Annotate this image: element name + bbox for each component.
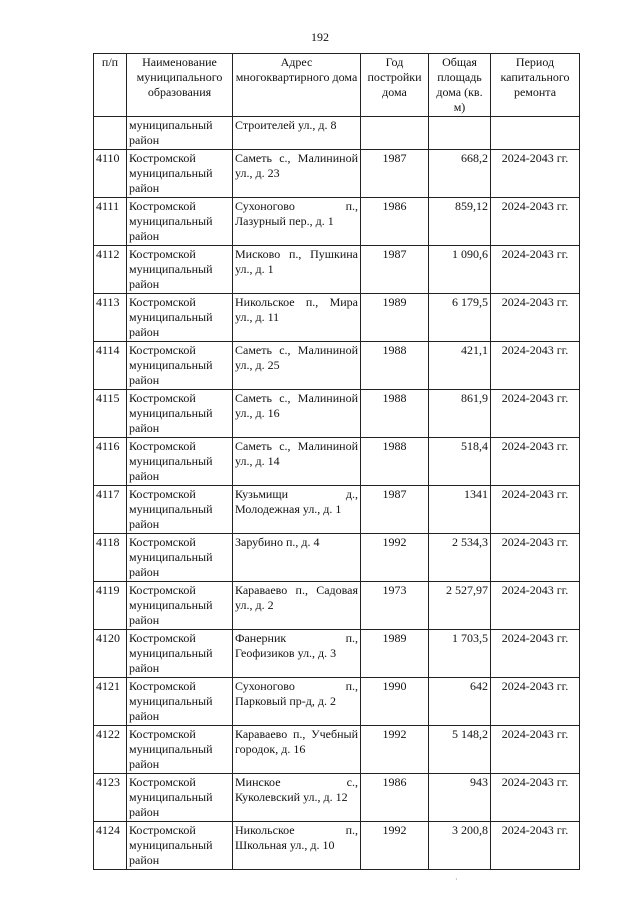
cell-year: 1990 [361, 678, 429, 726]
cell-num: 4123 [94, 774, 127, 822]
header-num: п/п [94, 54, 127, 117]
cell-num: 4122 [94, 726, 127, 774]
cell-year: 1988 [361, 390, 429, 438]
cell-num: 4117 [94, 486, 127, 534]
table-row [94, 246, 580, 294]
cell-municipality: Костромской муниципальный район [127, 294, 233, 342]
cell-period: 2024-2043 гг. [491, 774, 580, 822]
cell-num: 4114 [94, 342, 127, 390]
cell-num: 4118 [94, 534, 127, 582]
table-row [94, 582, 580, 630]
cell-area [429, 117, 491, 150]
cell-municipality: Костромской муниципальный район [127, 774, 233, 822]
cell-address: Сухоногово п., Лазурный пер., д. 1 [233, 198, 361, 246]
cell-period: 2024-2043 гг. [491, 534, 580, 582]
header-address: Адрес многоквартирного дома [233, 54, 361, 117]
table-row [94, 534, 580, 582]
cell-year: 1986 [361, 198, 429, 246]
cell-area: 6 179,5 [429, 294, 491, 342]
header-area: Общая площадь дома (кв. м) [429, 54, 491, 117]
cell-area: 421,1 [429, 342, 491, 390]
cell-area: 861,9 [429, 390, 491, 438]
cell-municipality: Костромской муниципальный район [127, 678, 233, 726]
cell-period: 2024-2043 гг. [491, 486, 580, 534]
table-row [94, 486, 580, 534]
cell-area: 642 [429, 678, 491, 726]
table-row [94, 150, 580, 198]
cell-address: Саметь с., Малининой ул., д. 14 [233, 438, 361, 486]
cell-address: Минское с., Куколевский ул., д. 12 [233, 774, 361, 822]
header-period: Период капитального ремонта [491, 54, 580, 117]
cell-municipality: Костромской муниципальный район [127, 150, 233, 198]
cell-period: 2024-2043 гг. [491, 678, 580, 726]
table-row [94, 774, 580, 822]
table-row [94, 294, 580, 342]
cell-year: 1973 [361, 582, 429, 630]
cell-period: 2024-2043 гг. [491, 150, 580, 198]
cell-num: 4116 [94, 438, 127, 486]
cell-address: Сухоногово п., Парковый пр-д, д. 2 [233, 678, 361, 726]
page-number: 192 [311, 30, 329, 44]
cell-year: 1989 [361, 630, 429, 678]
cell-num: 4120 [94, 630, 127, 678]
cell-period: 2024-2043 гг. [491, 246, 580, 294]
cell-period: 2024-2043 гг. [491, 726, 580, 774]
cell-area: 943 [429, 774, 491, 822]
cell-year: 1988 [361, 438, 429, 486]
cell-municipality: Костромской муниципальный район [127, 198, 233, 246]
cell-municipality: Костромской муниципальный район [127, 486, 233, 534]
cell-address: Саметь с., Малининой ул., д. 23 [233, 150, 361, 198]
cell-address: Никольское п., Школьная ул., д. 10 [233, 822, 361, 870]
cell-year: 1987 [361, 246, 429, 294]
cell-period: 2024-2043 гг. [491, 438, 580, 486]
cell-period: 2024-2043 гг. [491, 198, 580, 246]
page-mark: · [455, 875, 458, 884]
cell-address: Кузьмищи д., Молодежная ул., д. 1 [233, 486, 361, 534]
cell-num: 4115 [94, 390, 127, 438]
cell-year: 1988 [361, 342, 429, 390]
cell-num [94, 117, 127, 150]
housing-registry-table [93, 53, 580, 870]
cell-address: Никольское п., Мира ул., д. 11 [233, 294, 361, 342]
cell-num: 4111 [94, 198, 127, 246]
cell-municipality: Костромской муниципальный район [127, 390, 233, 438]
table-row [94, 726, 580, 774]
cell-address: Караваево п., Садовая ул., д. 2 [233, 582, 361, 630]
cell-year: 1987 [361, 486, 429, 534]
cell-num: 4121 [94, 678, 127, 726]
cell-year: 1986 [361, 774, 429, 822]
cell-num: 4113 [94, 294, 127, 342]
cell-municipality: Костромской муниципальный район [127, 534, 233, 582]
table-row [94, 390, 580, 438]
cell-num: 4124 [94, 822, 127, 870]
cell-period: 2024-2043 гг. [491, 390, 580, 438]
cell-num: 4119 [94, 582, 127, 630]
cell-year: 1992 [361, 822, 429, 870]
cell-period: 2024-2043 гг. [491, 630, 580, 678]
cell-num: 4110 [94, 150, 127, 198]
cell-municipality: Костромской муниципальный район [127, 246, 233, 294]
cell-period: 2024-2043 гг. [491, 342, 580, 390]
cell-num: 4112 [94, 246, 127, 294]
cell-area: 3 200,8 [429, 822, 491, 870]
cell-year: 1992 [361, 534, 429, 582]
cell-area: 518,4 [429, 438, 491, 486]
cell-municipality: муниципальный район [127, 117, 233, 150]
cell-area: 668,2 [429, 150, 491, 198]
cell-area: 2 534,3 [429, 534, 491, 582]
cell-municipality: Костромской муниципальный район [127, 822, 233, 870]
table-header-row [94, 54, 580, 117]
cell-address: Зарубино п., д. 4 [233, 534, 361, 582]
continued-row [94, 117, 580, 150]
cell-municipality: Костромской муниципальный район [127, 342, 233, 390]
cell-year [361, 117, 429, 150]
header-municipality: Наименование муниципального образования [127, 54, 233, 117]
table-row [94, 630, 580, 678]
header-year: Год постройки дома [361, 54, 429, 117]
cell-address: Караваево п., Учебный городок, д. 16 [233, 726, 361, 774]
table-row [94, 342, 580, 390]
table-row [94, 198, 580, 246]
cell-address: Строителей ул., д. 8 [233, 117, 361, 150]
cell-area: 1 090,6 [429, 246, 491, 294]
table-row [94, 822, 580, 870]
cell-municipality: Костромской муниципальный район [127, 726, 233, 774]
cell-area: 1341 [429, 486, 491, 534]
cell-address: Мисково п., Пушкина ул., д. 1 [233, 246, 361, 294]
cell-year: 1987 [361, 150, 429, 198]
cell-year: 1992 [361, 726, 429, 774]
cell-address: Саметь с., Малининой ул., д. 16 [233, 390, 361, 438]
cell-period [491, 117, 580, 150]
cell-period: 2024-2043 гг. [491, 294, 580, 342]
table-row [94, 678, 580, 726]
cell-municipality: Костромской муниципальный район [127, 438, 233, 486]
cell-year: 1989 [361, 294, 429, 342]
cell-address: Фанерник п., Геофизиков ул., д. 3 [233, 630, 361, 678]
cell-area: 2 527,97 [429, 582, 491, 630]
cell-address: Саметь с., Малининой ул., д. 25 [233, 342, 361, 390]
cell-area: 859,12 [429, 198, 491, 246]
cell-area: 5 148,2 [429, 726, 491, 774]
cell-period: 2024-2043 гг. [491, 582, 580, 630]
cell-period: 2024-2043 гг. [491, 822, 580, 870]
cell-municipality: Костромской муниципальный район [127, 630, 233, 678]
cell-municipality: Костромской муниципальный район [127, 582, 233, 630]
cell-area: 1 703,5 [429, 630, 491, 678]
table-row [94, 438, 580, 486]
